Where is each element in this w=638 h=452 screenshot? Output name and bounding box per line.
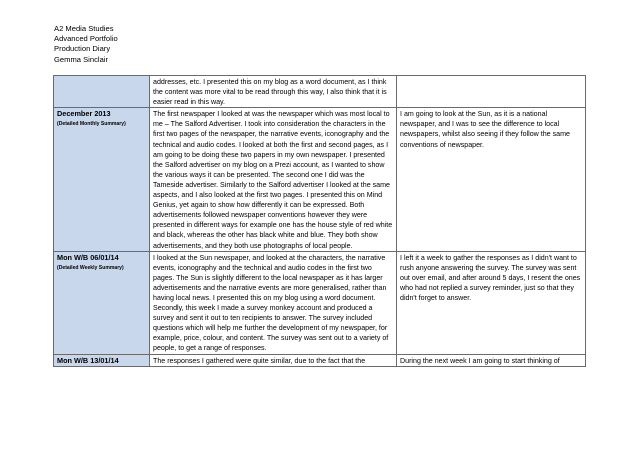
plan-cell [397, 76, 586, 108]
plan-text: I left it a week to gather the responses as I didn't want to rush anyone answering the survey. The survey was sent out over email, and after around 5 days, I resent the ones who had not replied a survey reminder, just so that they didn't forget to answer. [400, 253, 581, 302]
plan-text: I am going to look at the Sun, as it is a national newspaper, and I was to see the difference to local newspapers, whilst also seeing if they follow the same conventions of newspaper. [400, 110, 570, 149]
date-cell [54, 354, 150, 366]
date-cell [54, 108, 150, 251]
plan-cell [397, 354, 586, 366]
entry-date: Mon W/B 13/01/14 [57, 355, 119, 365]
header-portfolio: Advanced Portfolio [54, 34, 118, 44]
entry-date: Mon W/B 06/01/14 [57, 252, 119, 262]
date-cell [54, 76, 150, 108]
production-diary-table [53, 75, 586, 367]
plan-text: During the next week I am going to start thinking of [400, 356, 560, 365]
header-author: Gemma Sinclair [54, 54, 109, 64]
table-row [54, 108, 586, 251]
date-cell [54, 251, 150, 354]
activity-cell [150, 76, 397, 108]
activity-text: I looked at the Sun newspaper, and looked at the characters, the narrative events, iconography and the technical and audio codes in the first two pages. The Sun is slightly different to the local newspaper as it has larger advertisements and the narrative events are more generalised, rather than having local news. I presented this on my blog using a word document. Secondly, this week I made a survey monkey account and produced a survey and sent it out to ten recipients to answer. The survey included questions which will help me further the development of my newspaper, for example, price, colour, and content. The survey was sent out to a variety of people, to get a range of responses. [153, 253, 389, 353]
table-row [54, 354, 586, 366]
header-diary-title: Production Diary [54, 44, 111, 54]
entry-date: December 2013 [57, 109, 111, 119]
activity-cell [150, 354, 397, 366]
plan-cell [397, 108, 586, 251]
header-course: A2 Media Studies [54, 24, 114, 33]
activity-cell [150, 108, 397, 251]
activity-text: The first newspaper I looked at was the newspaper which was most local to me – The Salford Advertiser. I took into consideration the characters in the first two pages of the newspaper, the narrative events, iconography and the technical and audio codes. I looked at both the first and second pages, as I am going to be doing these two papers in my own newspaper. I presented the Salford advertiser on my blog on a Prezi account, as I wanted to show the various ways it can be presented. The second one I did was the Tameside advertiser. Similarly to the Salford advertiser I looked at the same aspects, and I also looked at the first two pages. I presented this on Mind Genius, yet again to show how differently it can be expressed. Both advertisements followed newspaper conventions however they were presented in different ways for example one has the house style of red white and black, whereas the other has black white and blue. They both show advertisements, and they both use photographs of local people. [153, 110, 393, 250]
table-row [54, 251, 586, 354]
activity-cell [150, 251, 397, 354]
table-row [54, 76, 586, 108]
entry-summary-label: (Detailed Weekly Summary) [57, 264, 124, 271]
activity-text: addresses, etc. I presented this on my blog as a word document, as I think the content was more vital to be read through this way, I also think that it is easier read in this way. [153, 78, 387, 107]
activity-text: The responses I gathered were quite similar, due to the fact that the [153, 356, 366, 365]
document-header [54, 24, 118, 65]
plan-cell [397, 251, 586, 354]
entry-summary-label: (Detailed Monthly Summary) [57, 121, 126, 128]
